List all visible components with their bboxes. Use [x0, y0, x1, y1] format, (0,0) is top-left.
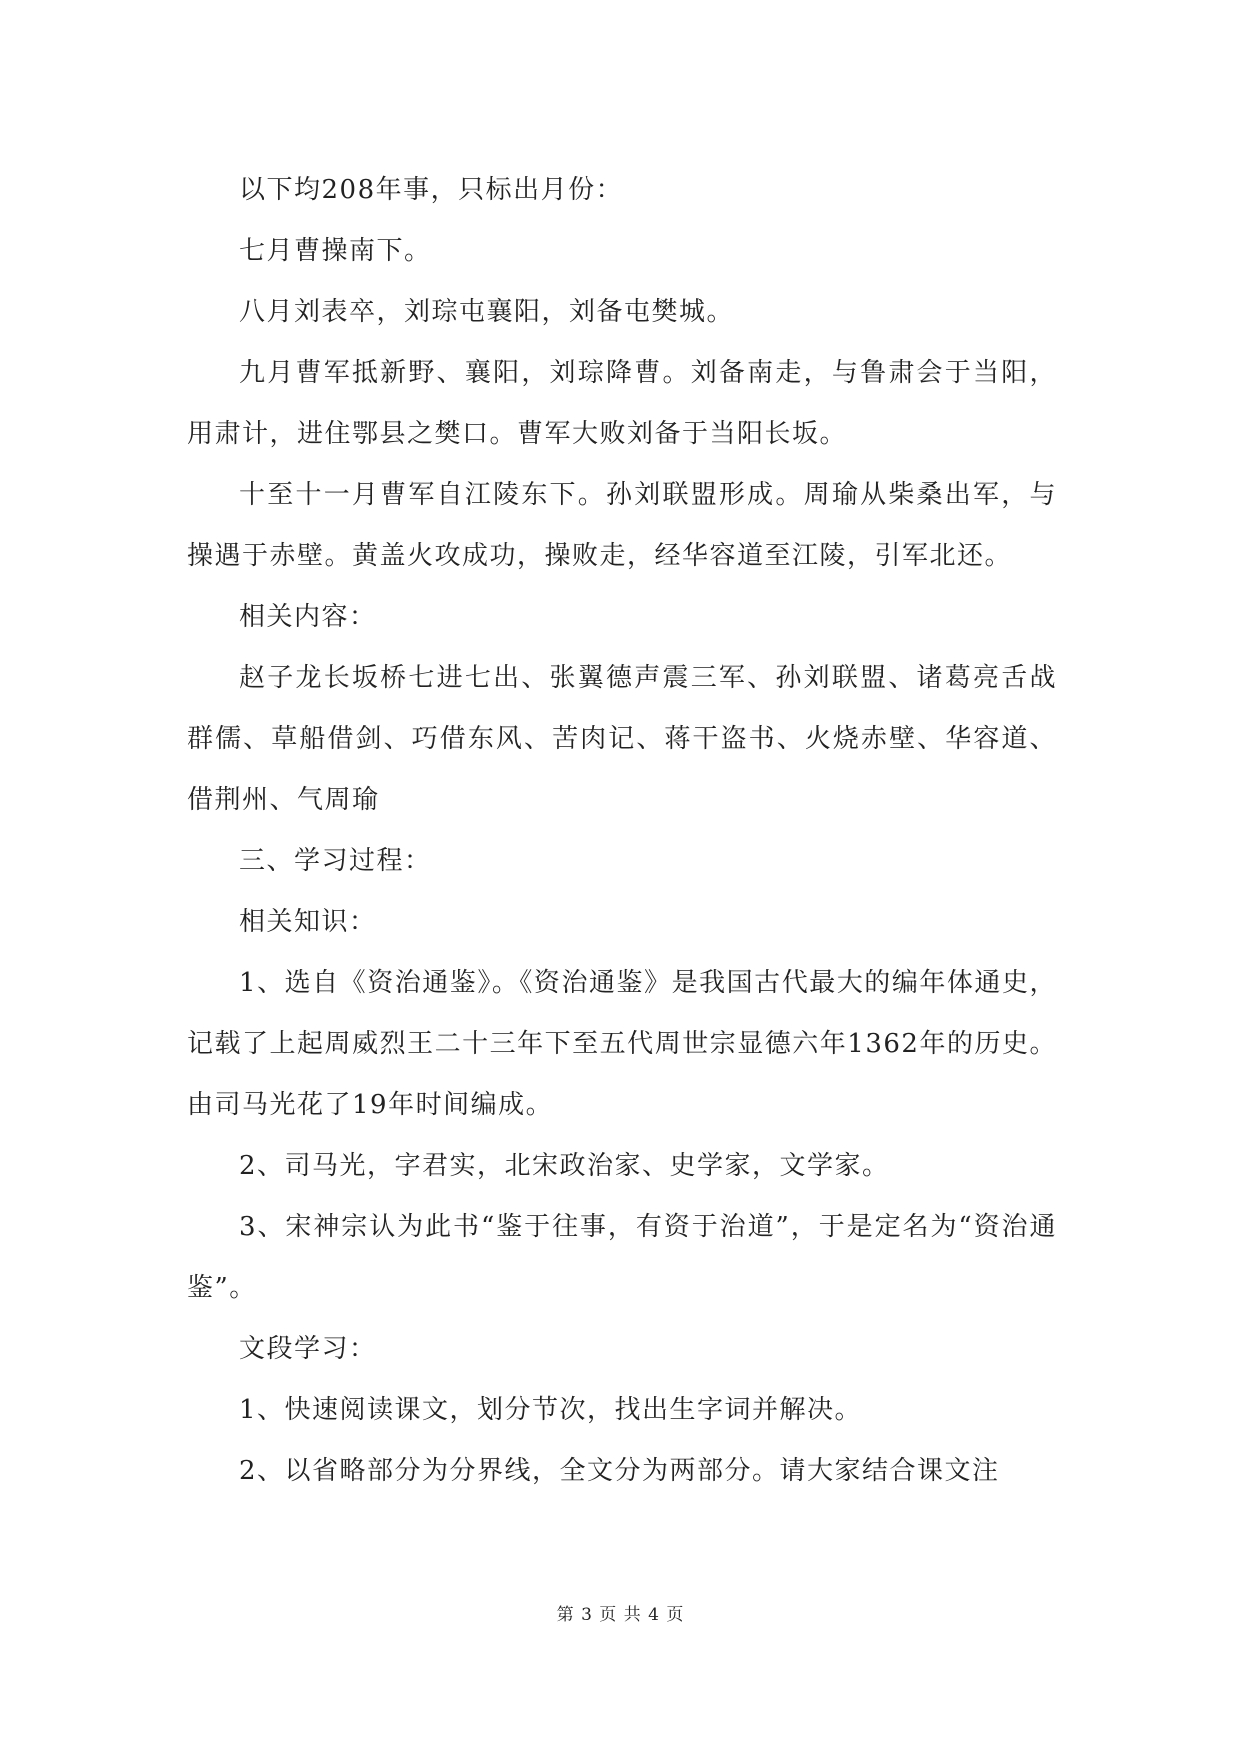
paragraph-knowledge-3: 3、宋神宗认为此书“鉴于往事，有资于治道”，于是定名为“资治通鉴”。 — [187, 1212, 1057, 1303]
paragraph-study-1: 1、快速阅读课文，划分节次，找出生字词并解决。 — [239, 1395, 863, 1425]
paragraph-related-stories: 赵子龙长坂桥七进七出、张翼德声震三军、孙刘联盟、诸葛亮舌战群儒、草船借剑、巧借东风、苦肉记、蒋干盗书、火烧赤壁、华容道、借荆州、气周瑜 — [187, 663, 1057, 815]
paragraph-section-three: 三、学习过程： — [239, 846, 432, 876]
paragraph-study-heading: 文段学习： — [239, 1334, 377, 1364]
paragraph-knowledge-heading: 相关知识： — [239, 907, 377, 937]
paragraph-study-2: 2、以省略部分为分界线，全文分为两部分。请大家结合课文注 — [239, 1456, 1000, 1486]
paragraph-july: 七月曹操南下。 — [239, 236, 432, 266]
paragraph-august: 八月刘表卒，刘琮屯襄阳，刘备屯樊城。 — [239, 297, 735, 327]
paragraph-september: 九月曹军抵新野、襄阳，刘琮降曹。刘备南走，与鲁肃会于当阳，用肃计，进住鄂县之樊口。曹军大败刘备于当阳长坂。 — [187, 358, 1057, 449]
paragraph-knowledge-1: 1、选自《资治通鉴》。《资治通鉴》是我国古代最大的编年体通史，记载了上起周威烈王二十三年下至五代周世宗显德六年1362年的历史。由司马光花了19年时间编成。 — [187, 968, 1057, 1120]
paragraph-knowledge-2: 2、司马光，字君实，北宋政治家、史学家，文学家。 — [239, 1151, 890, 1181]
paragraph-related-heading: 相关内容： — [239, 602, 377, 632]
paragraph-october-november: 十至十一月曹军自江陵东下。孙刘联盟形成。周瑜从柴桑出军，与操遇于赤壁。黄盖火攻成功，操败走，经华容道至江陵，引军北还。 — [187, 480, 1057, 571]
document-body — [187, 160, 1057, 1502]
paragraph-year-note: 以下均208年事，只标出月份： — [239, 175, 624, 205]
page-footer: 第 3 页 共 4 页 — [556, 1605, 685, 1625]
